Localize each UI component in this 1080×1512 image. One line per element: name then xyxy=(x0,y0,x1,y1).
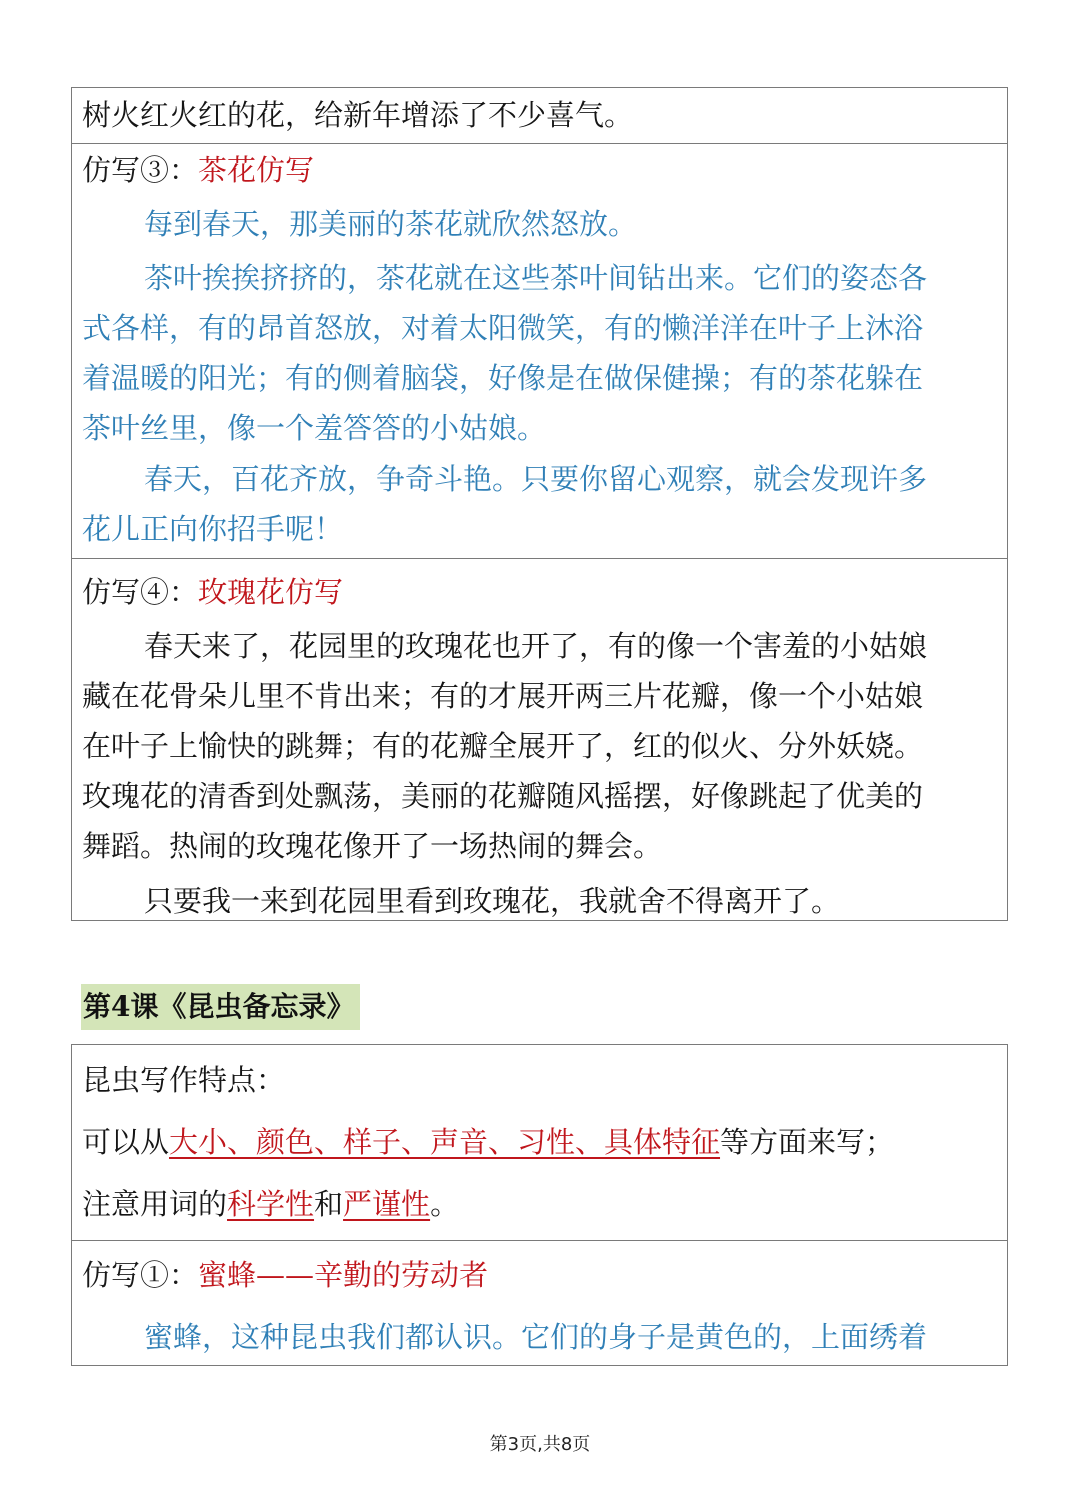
paragraph-line: 茶叶挨挨挤挤的，茶花就在这些茶叶间钻出来。它们的姿态各 xyxy=(144,261,928,295)
paragraph-line: 玫瑰花的清香到处飘荡，美丽的花瓣随风摇摆，好像跳起了优美的 xyxy=(82,779,924,813)
features-title: 昆虫写作特点： xyxy=(82,1063,286,1097)
paragraph-line: 蜜蜂，这种昆虫我们都认识。它们的身子是黄色的，上面绣着 xyxy=(144,1320,928,1354)
features-line-2 xyxy=(82,1179,997,1229)
imitation-4-label: 仿写④： xyxy=(82,575,199,609)
imitation-4-title: 玫瑰花仿写 xyxy=(198,575,344,609)
paragraph-line: 藏在花骨朵儿里不肯出来；有的才展开两三片花瓣，像一个小姑娘 xyxy=(82,679,924,713)
paragraph-line: 春天，百花齐放，争奇斗艳。只要你留心观察，就会发现许多 xyxy=(144,462,928,496)
features-suffix: 等方面来写； xyxy=(720,1125,895,1159)
paragraph-line: 花儿正向你招手呢！ xyxy=(82,512,344,546)
imitation-1-title: 蜜蜂——辛勤的劳动者 xyxy=(198,1258,489,1292)
paragraph-line: 每到春天，那美丽的茶花就欣然怒放。 xyxy=(144,207,638,241)
paragraph-line: 式各样，有的昂首怒放，对着太阳微笑，有的懒洋洋在叶子上沐浴 xyxy=(82,311,924,345)
features-prefix: 可以从 xyxy=(82,1125,170,1159)
imitation-3-row xyxy=(72,143,1007,558)
lesson-heading: 第4课《昆虫备忘录》 xyxy=(81,984,360,1030)
features-row xyxy=(72,1045,1007,1240)
paragraph-line: 茶叶丝里，像一个羞答答的小姑娘。 xyxy=(82,411,547,445)
imitation-3-label: 仿写③： xyxy=(82,153,199,187)
imitation-3-heading xyxy=(82,145,997,195)
continued-row xyxy=(72,88,1007,143)
paragraph-line: 着温暖的阳光；有的侧着脑袋，好像是在做保健操；有的茶花躲在 xyxy=(82,361,924,395)
paragraph-line: 在叶子上愉快的跳舞；有的花瓣全展开了，红的似火、分外妖娆。 xyxy=(82,729,924,763)
imitation-1-label: 仿写①： xyxy=(82,1258,199,1292)
continued-text: 树火红火红的花，给新年增添了不少喜气。 xyxy=(82,98,634,132)
paragraph-line: 舞蹈。热闹的玫瑰花像开了一场热闹的舞会。 xyxy=(82,829,663,863)
essay-table-1 xyxy=(71,87,1008,921)
paragraph-line: 只要我一来到花园里看到玫瑰花，我就舍不得离开了。 xyxy=(144,884,841,918)
imitation-1-row xyxy=(72,1240,1007,1365)
features-period: 。 xyxy=(430,1187,460,1221)
imitation-4-row xyxy=(72,558,1007,920)
page-footer: 第3页,共8页 xyxy=(489,1434,591,1455)
features-line-1 xyxy=(82,1117,997,1167)
imitation-1-heading xyxy=(82,1250,997,1300)
imitation-3-title: 茶花仿写 xyxy=(198,153,315,187)
features-prefix-2: 注意用词的 xyxy=(82,1187,228,1221)
paragraph-line: 春天来了，花园里的玫瑰花也开了，有的像一个害羞的小姑娘 xyxy=(144,629,928,663)
essay-table-2 xyxy=(71,1044,1008,1366)
imitation-4-heading xyxy=(82,567,997,617)
scientific-term: 科学性 xyxy=(227,1187,315,1221)
rigor-term: 严谨性 xyxy=(343,1187,431,1221)
features-and: 和 xyxy=(314,1187,344,1221)
features-aspects: 大小、颜色、样子、声音、习性、具体特征 xyxy=(169,1125,721,1159)
